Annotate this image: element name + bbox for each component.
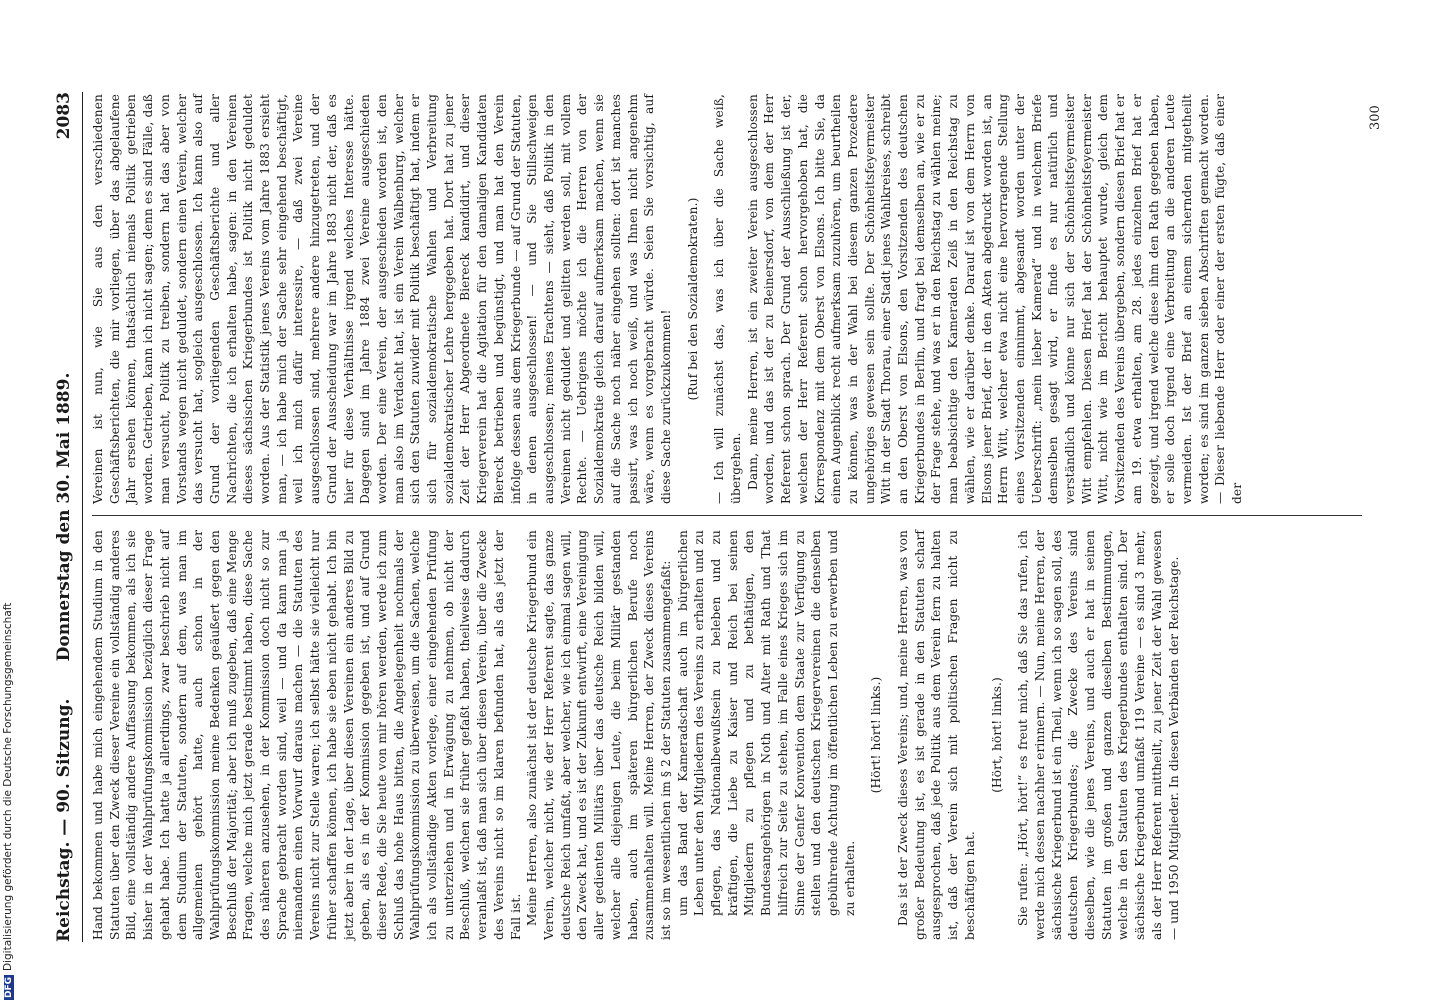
header-page-number: 2083 — [54, 92, 74, 140]
digitization-note — [2, 0, 14, 1000]
paragraph: Meine Herren, also zunächst ist der deutsche Kriegerbund ein Verein, welcher nicht, wie der Herr Referent sagte, das ganze deutsche Reich umfaßt, aber welcher, wie ich einmal sagen will, den Zweck hat, und es ist der Zukunft entwirft, eine Vereinigung aller gedienten Militärs über das deutsche Reich bilden will, welcher alle diejenigen Leute, die beim Militär gestanden haben, auch im späteren bürgerlichen Berufe noch zusammenhalten will. Meine Herren, der Zweck dieses Vereins ist so im wesentlichen im § 2 der Statuten zusammengefaßt: — [525, 530, 673, 940]
paragraph: Vereinen ist nun, wie Sie aus den verschiedenen Geschäftsberichten, die mir vorliegen, über das abgelaufene Jahr ersehen können, thatsächlich niemals Politik getrieben worden. Getrieben, kann ich nicht sagen; denn es sind Fälle, daß man versucht, Politik zu treiben, sondern hat das aber von Vorstands wegen nicht geduldet, sondern einen Verein, welcher das versucht hat, sogleich ausgeschlossen. Ich kann also auf Grund der vorliegenden Geschäftsberichte und aller Nachrichten, die ich erhalten habe, sagen: in den Vereinen dieses sächsischen Kriegerbundes ist Politik nicht geduldet worden. Aus der Statistik jenes Vereins vom Jahre 1883 ersieht man, — ich habe mich der Sache sehr eingehend beschäftigt, weil ich mich dafür interessire, — daß zwei Vereine ausgeschlossen sind, mehrere andere hinzugetreten, und der Grund der Ausscheidung war im Jahre 1883 nicht der, daß es hier für diese Verhältnisse irgend welches Interesse hätte. Dagegen sind im Jahre 1884 zwei Vereine ausgeschieden worden. Der eine Verein, der ausgeschieden worden ist, den man also im Verdacht hat, ist ein Verein Walbenburg, welcher sich den Statuten zuwider mit Politik beschäftigt hat, indem er sich für sozialdemokratische Wahlen und Verbreitung sozialdemokratischer Lehre hergegeben hat. Dort hat zu jener Zeit der Herr Abgeordnete Biereck kandidirt, und dieser Kriegerverein hat die Agitation für den damaligen Kandidaten Biereck betrieben und begünstigt, und man hat den Verein infolge dessen aus dem Kriegerbunde — auf Grund der Statuten, in denen ausgeschlossen! — und Sie Stillschweigen ausgeschlossen; meines Erachtens — sieht, daß Politik in den Vereinen nicht geduldet und gelitten werden soll, mit vollem Rechte. — Uebrigens möchte ich die Herren von der Sozialdemokratie gleich darauf aufmerksam machen, wenn sie auf die Sache noch näher eingehen sollten: dort ist manches passirt, was ich noch weiß, und was Ihnen nicht angenehm wäre, wenn es vorgebracht würde. Seien Sie vorsichtig, auf diese Sache zurückzukommen! — [91, 94, 673, 504]
right-column — [90, 94, 1246, 504]
column-divider — [92, 515, 1362, 516]
paragraph: Sie rufen: „Hört, hört!“ es freut mich, daß Sie das rufen, ich werde mich dessen nachher erinnern. — Nun, meine Herren, der sächsische Kriegerbund ist ein Theil, wenn ich so sagen soll, des deutschen Kriegerbundes; die Zwecke des Vereins sind dieselben, wie die jenes Vereins, und auch er hat in seinen Statuten im großen und ganzen dieselben Bestimmungen, welche in den Statuten des Kriegerbundes enthalten sind. Der sächsische Kriegerbund umfaßt 119 Vereine — es sind 3 mehr, als der Herr Referent mittheilt, zu jener Zeit der Wahl gewesen — und 1950 Mitglieder. In diesen Verbänden der Reichstage. — [1016, 530, 1181, 940]
interjection: (Ruf bei den Sozialdemokraten.) — [685, 197, 700, 401]
paragraph: Hand bekommen und habe mich eingehendem Studium in den Statuten über den Zweck dieser Vereine ein vollständig anderes Bild, eine vollständig andere Auffassung bekommen, als ich sie bisher in der Wahlprüfungskommission bezüglich dieser Frage gehabt habe. Ich hatte ja allerdings, zwar beschrieb nicht auf dem Studium der Statuten, sondern auf dem, was man im allgemeinen gehört hatte, auch schon in der Wahlprüfungskommission meine Bedenken geäußert gegen den Beschluß der Majorität; aber ich muß zugeben, daß eine Menge Fragen, welche mich jetzt gerade bestimmt haben, diese Sache des näheren anzusehen, in der Kommission doch nicht so zur Sprache gebracht worden sind, weil — und da kann man ja niemandem einen Vorwurf daraus machen — die Statuten des Vereins nicht zur Stelle waren; ich selbst hätte sie vielleicht nur früher schaffen können, ich habe sie eben nicht gehabt. Ich bin jetzt aber in der Lage, über diesen Vereinen ein anderes Bild zu geben, als es in der Kommission gegeben ist, und auf Grund dieser Rede, die Sie heute von mir hören werden, werde ich zum Schluß das hohe Haus bitten, die Angelegenheit nochmals der Wahlprüfungskommission zu überweisen, um die Sachen, welche ich als vollständige Akten vorlege, einer eingehenden Prüfung zu unterziehen und in Erwägung zu nehmen, ob nicht der Beschluß, welchen sie früher gefaßt haben, theilweise dadurch veranlaßt ist, daß man sich über diesen Verein, über die Zwecke des Vereins nicht so im klaren befunden hat, als das jetzt der Fall ist. — [91, 530, 523, 940]
paragraph: Das ist der Zweck dieses Vereins; und, meine Herren, was von großer Bedeutung ist, es ist gerade in den Statuten scharf ausgesprochen, daß jede Politik aus dem Verein fern zu halten ist, daß der Verein sich mit politischen Fragen nicht zu beschäftigen hat. — [896, 530, 977, 940]
dfg-logo: DFG — [4, 976, 14, 998]
quoted-statute: um das Band der Kameradschaft auch im bürgerlichen Leben unter den Mitgliedern des Vereins zu erhalten und zu pflegen, das Nationalbewußtsein zu beleben und zu kräftigen, die Liebe zu Kaiser und Reich bei seinen Mitgliedern zu pflegen und zu bethätigen, den Bundesangehörigen in Noth und Alter mit Rath und That hilfreich zur Seite zu stehen, im Falle eines Krieges sich im Sinne der Genfer Konvention dem Staate zur Verfügung zu stellen und den deutschen Kriegervereinen die denselben gebührende Achtung im öffentlichen Leben zu erwerben und zu erhalten. — [675, 530, 857, 916]
header-rule — [82, 92, 83, 942]
interjection: (Hört! hört! links.) — [869, 676, 884, 794]
paragraph: Dann, meine Herren, ist ein zweiter Verein ausgeschlossen worden, und das ist der zu Beinersdorf, von dem der Herr Referent schon sprach. Der Grund der Ausschließung ist der, welchen der Herr Referent schon hervorgehoben hat, die Korrespondenz mit dem Oberst von Elsons. Ich bitte Sie, da einen Augenblick recht aufmerksam zuzuhören, um beurtheilen zu können, was in der Wahl bei diesem ganzen Prozedere ungehöriges gewesen sein sollte. Der Schönheitsfeyermeister Witt in der Stadt Thorau, einer Stadt jenes Wahlkreises, schreibt an den Oberst von Elsons, den Vorsitzenden des deutschen Kriegerbundes in Berlin, und fragt bei demselben an, wie er zu der Frage stehe, und was er in den Reichstag zu wählen meine; man beabsichtige den Kameraden Zeiß in den Reichstag zu wählen, wie er darüber denke. Darauf ist von dem Herrn von Elsons jener Brief, der in den Akten abgedruckt worden ist, an Herrn Witt, welcher etwa nicht eine hervorragende Stellung eines Vorsitzenden einnimmt, abgesandt worden unter der Ueberschrift: „mein lieber Kamerad“ und in welchem Briefe demselben gesagt wird, er finde es nur natürlich und verständlich und könne nur sich der Schönheitsfeyermeister Witt empfehlen. Diesen Brief hat der Schönheitsfeyermeister Witt, nicht wie im Bericht behauptet wurde, gleich dem Vorsitzenden des Vereins übergeben, sondern diesen Brief hat er am 19. etwa erhalten, am 28. jedes einzelnen Brief hat er gezeigt, und irgend welche diese ihm den Rath gegeben haben, er solle doch irgend eine Verbreitung an die anderen Leute vermeiden. Ist der Brief an einem sichernden mitgetheilt worden; es sind im ganzen sieben Abschriften gemacht worden. — Dieser liebende Herr oder einer der ersten fügte, daß einer der — [745, 94, 1245, 504]
digitization-text: Digitalisierung gefördert durch die Deutsche Forschungsgemeinschaft — [2, 602, 14, 971]
paragraph: — Ich will zunächst das, was ich über die Sache weiß, übergehen. — [712, 94, 744, 504]
left-column — [90, 530, 1182, 940]
signature-mark: 300 — [1368, 105, 1383, 130]
header-left: Reichstag. — 90. Sitzung. — [54, 698, 74, 942]
page-header — [48, 92, 78, 942]
header-center: Donnerstag den 30. Mai 1889. — [54, 372, 74, 662]
interjection: (Hört, hört! links.) — [989, 677, 1004, 793]
